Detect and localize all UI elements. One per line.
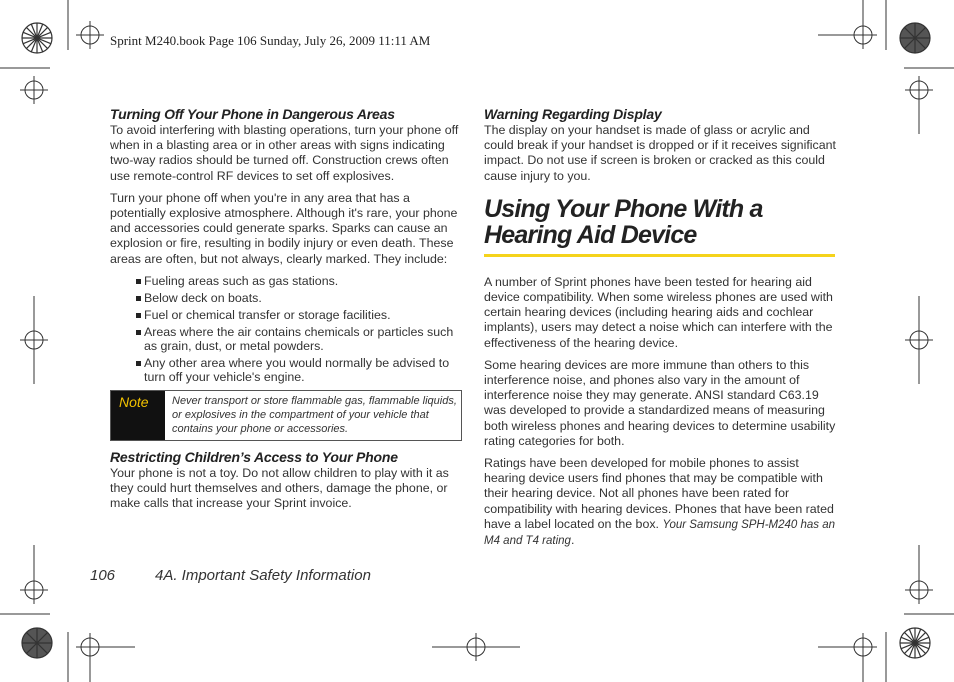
page-header: Sprint M240.book Page 106 Sunday, July 26, 2009 11:11 AM bbox=[110, 33, 431, 48]
section-footer: 4A. Important Safety Information bbox=[155, 567, 371, 584]
list-item: Fueling areas such as gas stations. bbox=[110, 274, 462, 288]
paragraph: Some hearing devices are more immune than others to this interference noise, and phones also vary in the amount of interference noise they may generate. ANSI standard C63.19 was developed to provide a standardized means of measuring both wireless phones and hearing devices to determine usability rating categories for both. bbox=[484, 357, 836, 448]
paragraph: Your phone is not a toy. Do not allow children to play with it as they could hurt themselves and others, damage the phone, or make calls that increase your Sprint invoice. bbox=[110, 465, 449, 511]
section-title-warning-display: Warning Regarding Display bbox=[484, 106, 662, 122]
paragraph-text: Ratings have been developed for mobile phones to assist hearing device users find phones that may be compatible with their hearing device. Not all phones have been rated for compatibility with hearing devices. Phones that have been rated have a label located on the box. bbox=[484, 456, 834, 531]
note-box bbox=[110, 390, 462, 441]
bullet-list bbox=[110, 274, 462, 384]
left-column bbox=[110, 106, 462, 518]
section-title-children-access: Restricting Children’s Access to Your Phone bbox=[110, 448, 398, 465]
paragraph: Turn your phone off when you're in any area that has a potentially explosive atmosphere. Although it's rare, your phone and accessories could generate sparks. Sparks can cause an explosion or fire, resulting in bodily injury or even death. These areas are often, but not always, clearly marked. They include: bbox=[110, 190, 458, 266]
paragraph: To avoid interfering with blasting operations, turn your phone off when in a blasting area or in other areas with signs indicating two-way radios should be turned off. Construction crews often use remote-control RF devices to set off explosives. bbox=[110, 123, 459, 183]
right-column bbox=[484, 106, 836, 556]
note-text: Never transport or store flammable gas, flammable liquids, or explosives in the compartment of your vehicle that contains your phone or accessories. bbox=[172, 394, 457, 435]
paragraph: A number of Sprint phones have been tested for hearing aid device compatibility. When some wireless phones are used with certain hearing devices (including hearing aids and cochlear implants), users may detect a noise which can interfere with the effectiveness of the hearing device. bbox=[484, 274, 833, 350]
title-underline bbox=[484, 254, 835, 257]
page-title: Using Your Phone With a Hearing Aid Device bbox=[484, 194, 763, 249]
list-item: Any other area where you would normally be advised to turn off your vehicle's engine. bbox=[110, 356, 462, 384]
page-number: 106 bbox=[90, 567, 116, 584]
rating-statement: Your Samsung SPH-M240 has an M4 and T4 rating bbox=[484, 518, 836, 548]
note-label: Note bbox=[111, 391, 165, 440]
section-title-dangerous-areas: Turning Off Your Phone in Dangerous Areas bbox=[110, 106, 395, 122]
paragraph: The display on your handset is made of glass or acrylic and could break if your handset is dropped or if it receives significant impact. Do not use if screen is broken or cracked as this could cause injury to you. bbox=[484, 123, 836, 183]
paragraph bbox=[484, 456, 836, 549]
list-item: Below deck on boats. bbox=[110, 291, 462, 305]
list-item: Areas where the air contains chemicals or particles such as grain, dust, or metal powders. bbox=[110, 325, 462, 353]
list-item: Fuel or chemical transfer or storage facilities. bbox=[110, 308, 462, 322]
period: . bbox=[570, 533, 575, 548]
